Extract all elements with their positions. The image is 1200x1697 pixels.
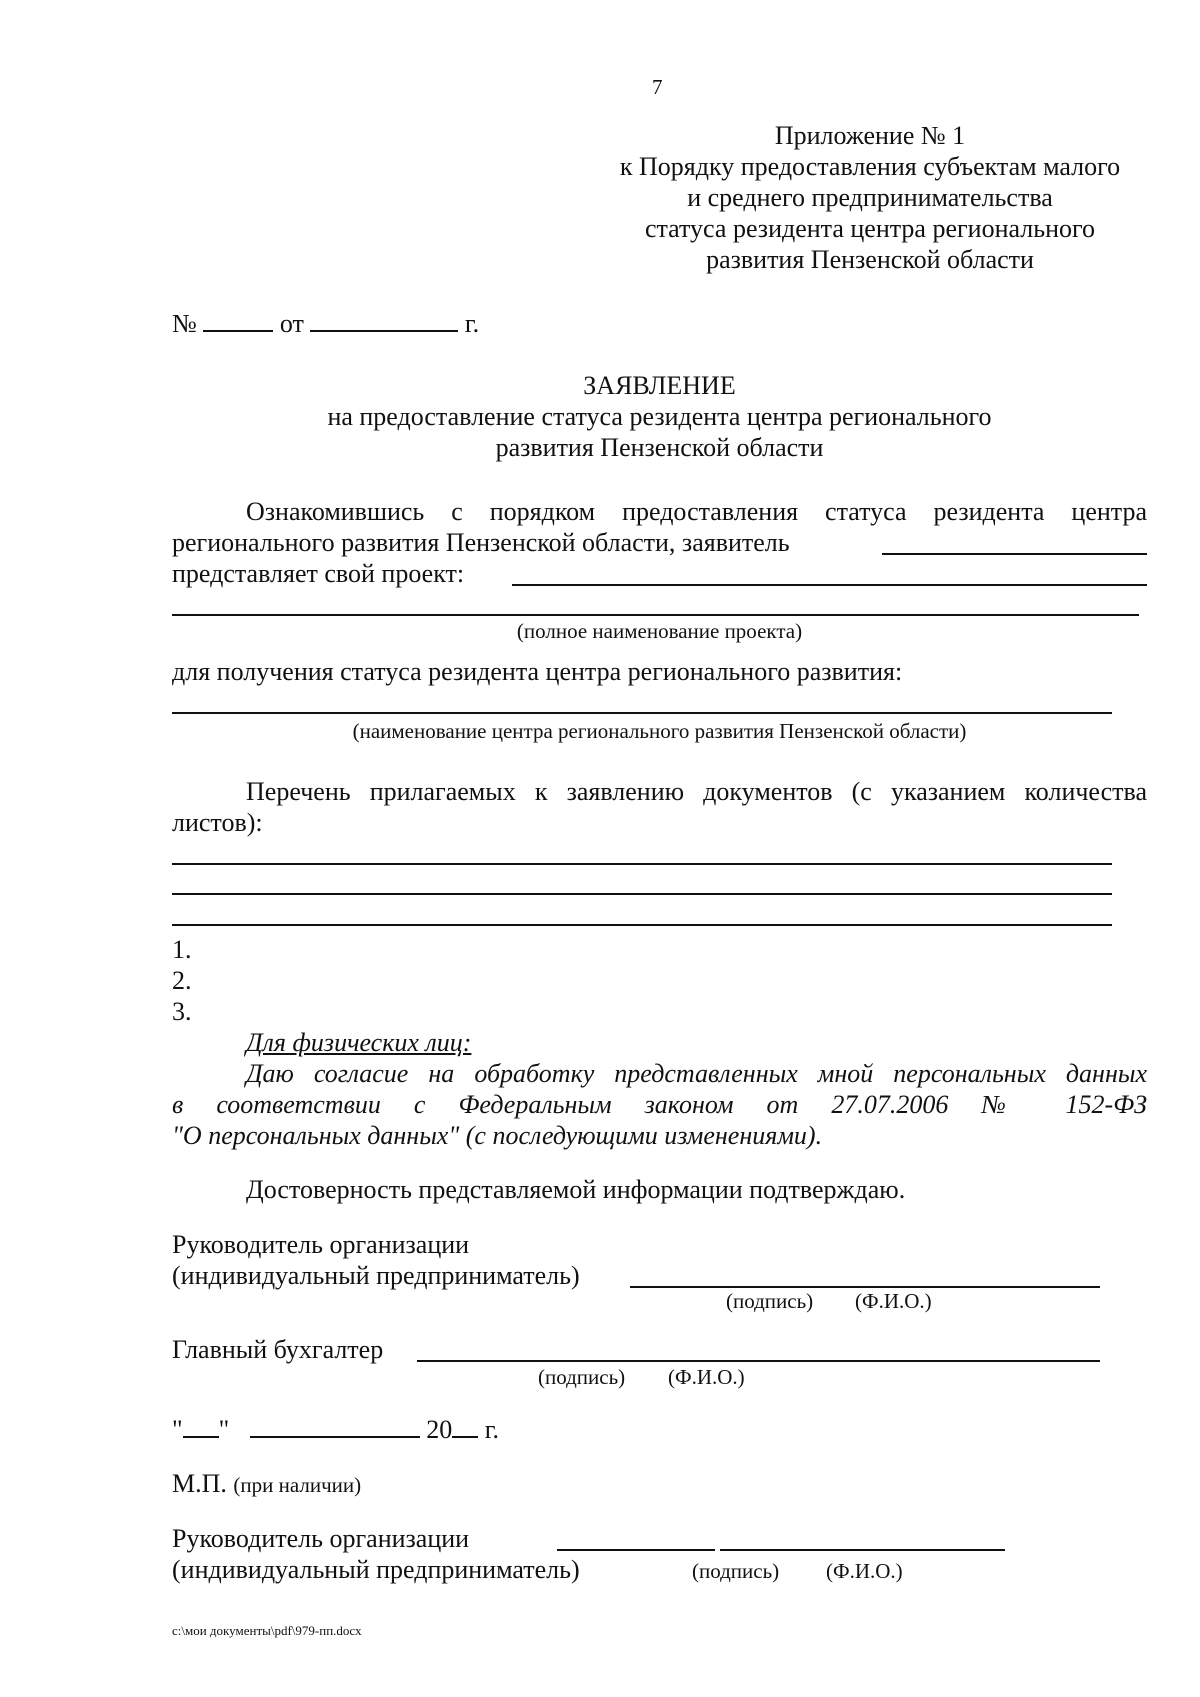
page-number: 7 [652,75,663,99]
appendix-line-4: развития Пензенской области [706,245,1034,274]
documents-blank-2 [172,893,1112,895]
project-blank-1 [512,584,1147,586]
documents-line-2: листов): [172,808,263,837]
year-suffix: г. [464,309,480,338]
head-label-2: (индивидуальный предприниматель) [172,1261,580,1290]
head2-sign-caption: (подпись) [692,1559,780,1583]
intro-line-4: для получения статуса резидента центра регионального развития: [172,657,903,686]
number-blank [203,308,273,332]
intro-line-3: представляет свой проект: [172,559,465,588]
footer-file-path: c:\мои документы\pdf\979-пп.docx [172,1623,362,1638]
intro-line-2: регионального развития Пензенской области, заявитель [172,528,790,557]
head2-fio-caption: (Ф.И.О.) [826,1559,903,1583]
documents-item-2: 2. [172,966,192,995]
stamp-line [172,1468,361,1500]
head2-fio-blank [720,1549,1005,1551]
appendix-line-3: статуса резидента центра регионального [644,214,1096,243]
document-subtitle-1: на предоставление статуса резидента центра регионального [327,402,992,431]
appendix-line-1: к Порядку предоставления субъектам малого [619,152,1121,181]
head-fio-caption: (Ф.И.О.) [855,1289,932,1313]
appendix-line-2: и среднего предпринимательства [687,183,1053,212]
date-year: 20 [426,1415,453,1444]
documents-item-3: 3. [172,997,192,1026]
head-sign-caption: (подпись) [726,1289,814,1313]
center-caption: (наименование центра регионального развития Пензенской области) [352,719,967,743]
accountant-fio-caption: (Ф.И.О.) [668,1365,745,1389]
documents-blank-1 [172,863,1112,865]
head2-label-1: Руководитель организации [172,1524,470,1553]
document-title: ЗАЯВЛЕНИЕ [583,371,736,400]
stamp-note: (при наличии) [233,1473,362,1497]
consent-line-1: Даю согласие на обработку представленных мной персональных данных [246,1059,1147,1088]
head-label-1: Руководитель организации [172,1230,470,1259]
number-line [172,308,479,340]
from-label: от [279,309,304,338]
intro-line-1: Ознакомившись с порядком предоставления статуса резидента центра [246,497,1147,526]
date-quote-close: " [218,1415,230,1444]
accountant-sign-caption: (подпись) [538,1365,626,1389]
applicant-blank [882,553,1147,555]
stamp-label: М.П. [172,1469,227,1498]
accountant-label: Главный бухгалтер [172,1335,384,1364]
date-line [172,1414,499,1446]
day-blank [183,1414,219,1438]
consent-line-2: в соответствии с Федеральным законом от 27.07.2006 № 152-ФЗ [172,1090,1147,1119]
date-quote-open: " [172,1415,183,1444]
year-blank [452,1414,478,1438]
number-sign: № [172,309,197,338]
date-year-suffix: г. [484,1415,499,1444]
documents-blank-3 [172,924,1112,926]
month-blank [250,1414,420,1438]
head2-sign-blank [557,1549,715,1551]
accountant-signature-blank [417,1360,1100,1362]
consent-heading: Для физических лиц: [246,1028,472,1057]
project-blank-2 [172,614,1139,616]
documents-item-1: 1. [172,935,192,964]
center-blank [172,712,1112,714]
date-blank [310,308,458,332]
appendix-title: Приложение № 1 [774,121,966,150]
consent-line-3: "О персональных данных" (с последующими изменениями). [172,1121,823,1150]
documents-line-1: Перечень прилагаемых к заявлению документов (с указанием количества [246,777,1147,806]
confirmation-text: Достоверность представляемой информации подтверждаю. [246,1175,906,1204]
head2-label-2: (индивидуальный предприниматель) [172,1555,580,1584]
project-caption: (полное наименование проекта) [516,619,803,643]
document-subtitle-2: развития Пензенской области [495,433,824,462]
